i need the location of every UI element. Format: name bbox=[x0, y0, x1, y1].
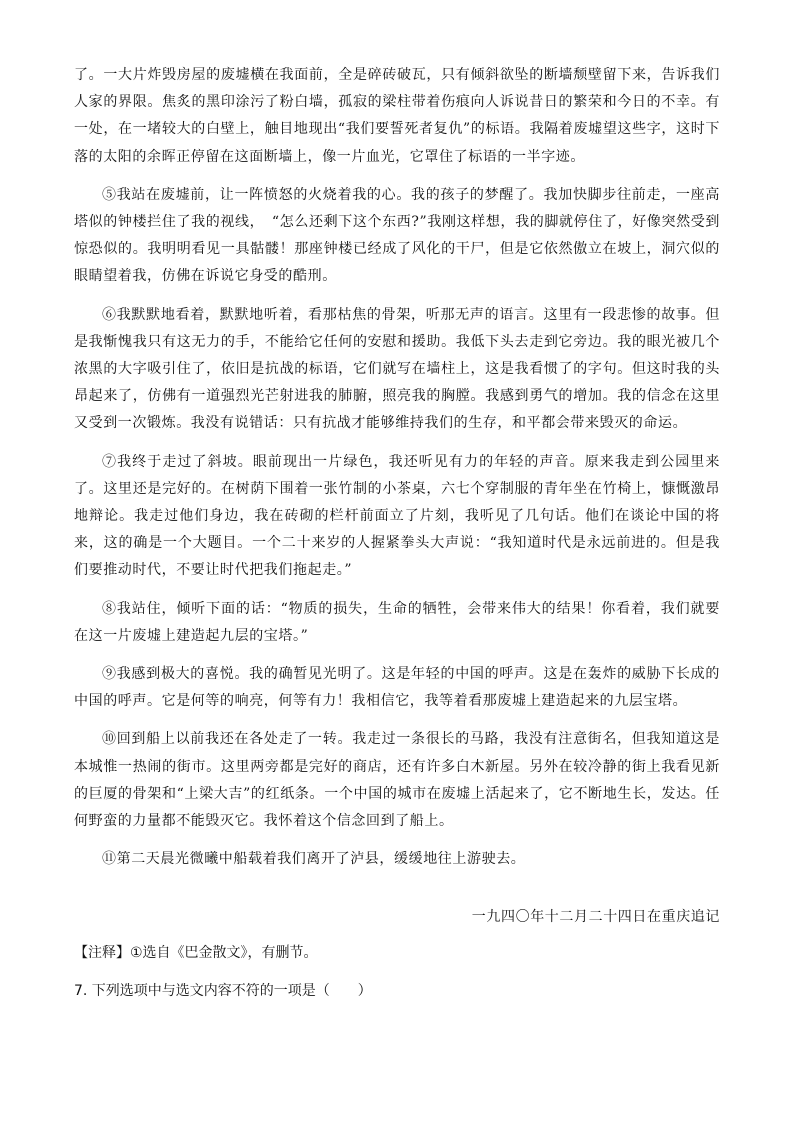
essay-dateline: 一九四〇年十二月二十四日在重庆追记 bbox=[471, 909, 720, 925]
annotation-note: 【注释】①选自《巴金散文》，有删节。 bbox=[74, 945, 318, 961]
essay-paragraph-5: ⑤我站在废墟前，让一阵愤怒的火烧着我的心。我的孩子的梦醒了。我加快脚步往前走，一座高塔似的钟楼拦住了我的视线， “怎么还剩下这个东西?”我刚这样想，我的脚就停住了，好像突然受到惊恐似的。我明明看见一具骷髅！那座钟楼已经成了风化的干尸，但是它依然傲立在坡上，洞穴似的眼睛望着我，仿佛在诉说它身受的酷刑。 bbox=[74, 186, 720, 285]
question-7: 7. 下列选项中与选文内容不符的一项是（ ） bbox=[74, 983, 372, 999]
essay-paragraph-6: ⑥我默默地看着，默默地听着，看那枯焦的骨架，听那无声的语言。这里有一段悲惨的故事。但是我惭愧我只有这无力的手，不能给它任何的安慰和援助。我低下头去走到它旁边。我的眼光被几个浓黑的大字吸引住了，依旧是抗战的标语，它们就写在墙柱上，这是我看惯了的字句。但这时我的头昂起来了，仿佛有一道强烈光芒射进我的肺腑，照亮我的胸膛。我感到勇气的增加。我的信念在这里又受到一次锻炼。我没有说错话：只有抗战才能够维持我们的生存，和平都会带来毁灭的命运。 bbox=[74, 306, 720, 432]
essay-paragraph-7: ⑦我终于走过了斜坡。眼前现出一片绿色，我还听见有力的年轻的声音。原来我走到公园里来了。这里还是完好的。在树荫下围着一张竹制的小茶桌，六七个穿制服的青年坐在竹椅上，慷慨激昂地辩论。我走过他们身边，我在砖砌的栏杆前面立了片刻，我听见了几句话。他们在谈论中国的将来，这的确是一个大题目。一个二十来岁的人握紧拳头大声说：“我知道时代是永远前进的。但是我们要推动时代，不要让时代把我们拖起走。” bbox=[74, 453, 720, 579]
essay-paragraph-11: ⑪第二天晨光微曦中船载着我们离开了泸县，缓缓地往上游驶去。 bbox=[102, 851, 526, 868]
essay-body bbox=[74, 62, 720, 884]
essay-paragraph-8: ⑧我站住，倾听下面的话：“物质的损失，生命的牺牲，会带来伟大的结果！你看着，我们就要在这一片废墟上建造起九层的宝塔。” bbox=[74, 600, 720, 644]
essay-paragraph-4-continued: 了。一大片炸毁房屋的废墟横在我面前，全是碎砖破瓦，只有倾斜欲坠的断墙颓壁留下来，告诉我们人家的界限。焦炙的黑印涂污了粉白墙，孤寂的梁柱带着伤痕向人诉说昔日的繁荣和今日的不幸。有一处，在一堵较大的白壁上，触目地现出“我们要誓死者复仇”的标语。我隔着废墟望这些字，这时下落的太阳的余晖正停留在这面断墙上，像一片血光，它罩住了标语的一半字迹。 bbox=[74, 67, 720, 165]
essay-paragraph-9: ⑨我感到极大的喜悦。我的确暂见光明了。这是年轻的中国的呼声。这是在轰炸的威胁下长成的中国的呼声。它是何等的响亮，何等有力！我相信它，我等着看那废墟上建造起来的九层宝塔。 bbox=[74, 666, 720, 710]
essay-paragraph-10: ⑩回到船上以前我还在各处走了一转。我走过一条很长的马路，我没有注意街名，但我知道这是本城惟一热闹的街市。这里两旁都是完好的商店，还有许多白木新屋。另外在较冷静的街上我看见新的巨厦的骨架和“上梁大吉”的红纸条。一个中国的城市在废墟上活起来了，它不断地生长，发达。任何野蛮的力量都不能毁灭它。我怀着这个信念回到了船上。 bbox=[74, 731, 720, 830]
